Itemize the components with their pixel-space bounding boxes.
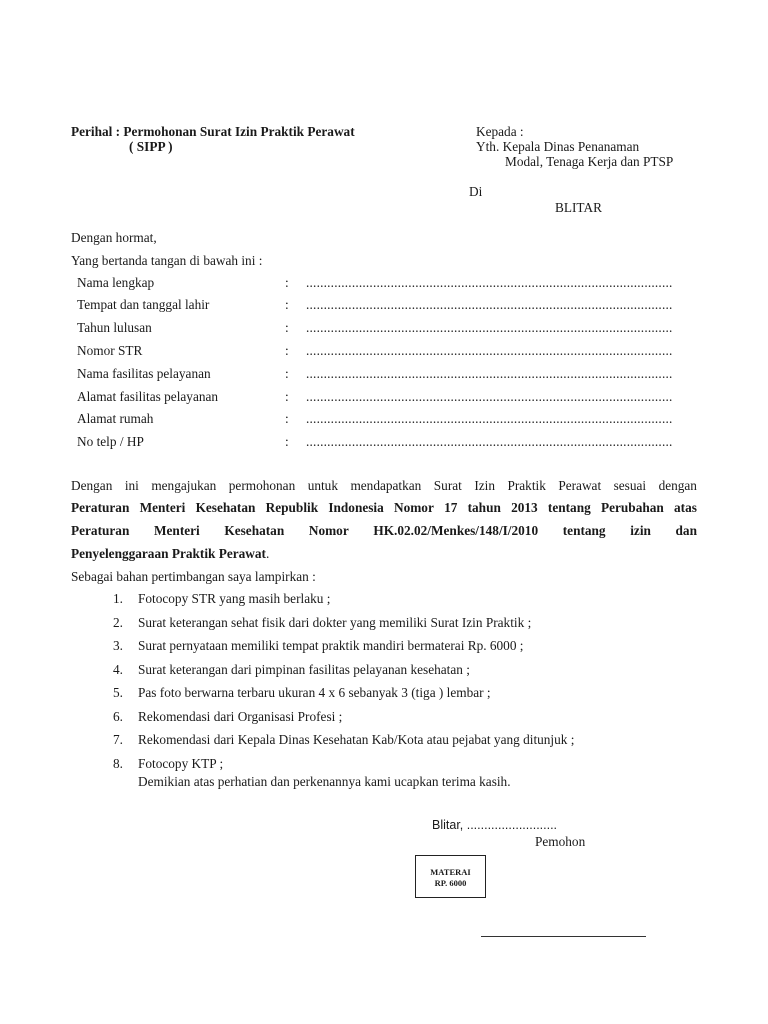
field-blank[interactable]: ........................................................................................................ (306, 343, 673, 358)
field-row (77, 275, 697, 291)
field-blank[interactable]: ........................................................................................................ (306, 320, 673, 335)
list-item (71, 638, 671, 662)
list-item (71, 615, 671, 639)
list-text: Surat keterangan dari pimpinan fasilitas pelayanan kesehatan ; (138, 661, 470, 677)
field-row (77, 343, 697, 359)
field-row (77, 366, 697, 382)
field-row (77, 297, 697, 313)
subject-line-abbrev: ( SIPP ) (129, 139, 173, 154)
field-blank[interactable]: ........................................................................................................ (306, 275, 673, 290)
field-blank[interactable]: ........................................................................................................ (306, 297, 673, 312)
list-text: Rekomendasi dari Organisasi Profesi ; (138, 708, 343, 724)
list-text: Surat pernyataan memiliki tempat praktik mandiri bermaterai Rp. 6000 ; (138, 638, 524, 653)
field-blank[interactable]: ........................................................................................................ (306, 389, 673, 404)
list-text: Surat keterangan sehat fisik dari dokter yang memiliki Surat Izin Praktik ; (138, 614, 532, 630)
list-text: Fotocopy KTP ; (138, 755, 224, 771)
list-text: Fotocopy STR yang masih berlaku ; (138, 591, 331, 606)
stamp-value: RP. 6000 (434, 878, 467, 888)
word: tahun (467, 500, 501, 515)
word: untuk (307, 478, 338, 493)
body-line-4-end: . (266, 546, 270, 561)
attachments-list (71, 591, 671, 779)
body-line-3 (71, 523, 697, 539)
signer-role: Pemohon (535, 834, 586, 849)
closing-text: Demikian atas perhatian dan perkenannya kami ucapkan terima kasih. (138, 774, 511, 789)
list-item (71, 662, 671, 686)
word: HK.02.02/Menkes/148/I/2010 (373, 523, 539, 538)
recipient-label: Kepada : (476, 124, 524, 139)
field-row (77, 320, 697, 336)
word: Nomor (308, 523, 349, 538)
word: mendapatkan (350, 478, 422, 493)
word: Kesehatan (224, 523, 285, 538)
recipient-name: Yth. Kepala Dinas Penanaman (476, 139, 640, 154)
stamp-box (415, 855, 486, 898)
word: Peraturan (71, 500, 130, 515)
word: 17 (444, 500, 458, 515)
list-number: 4. (113, 661, 123, 677)
field-blank[interactable]: ........................................................................................................ (306, 434, 673, 449)
word: Perawat (558, 478, 602, 493)
word: Surat (433, 478, 462, 493)
list-number: 3. (113, 638, 123, 653)
signature-line[interactable] (481, 936, 646, 937)
list-item (71, 591, 671, 615)
word: Peraturan (71, 523, 130, 538)
body-line-4 (71, 546, 269, 562)
field-row (77, 389, 697, 405)
field-blank[interactable]: ........................................................................................................ (306, 366, 673, 381)
word: mengajukan (151, 478, 217, 493)
field-colon: : (285, 297, 289, 312)
word: atas (674, 500, 697, 515)
word: Izin (474, 478, 495, 493)
word: ini (124, 478, 139, 493)
field-colon: : (285, 343, 289, 358)
list-number: 8. (113, 755, 123, 771)
field-row (77, 434, 697, 450)
field-colon: : (285, 389, 289, 404)
word: Dengan (71, 478, 113, 493)
body-line-1 (71, 478, 697, 494)
list-number: 7. (113, 732, 123, 747)
field-colon: : (285, 320, 289, 335)
field-colon: : (285, 366, 289, 381)
list-text: Pas foto berwarna terbaru ukuran 4 x 6 sebanyak 3 (tiga ) lembar ; (138, 685, 491, 700)
word: Nomor (393, 500, 434, 515)
word: Praktik (507, 478, 546, 493)
field-blank[interactable]: ........................................................................................................ (306, 411, 673, 426)
subject-line: Perihal : Permohonan Surat Izin Praktik Perawat (71, 124, 355, 139)
word: Kesehatan (195, 500, 256, 515)
word: dan (675, 523, 697, 538)
field-label: Tempat dan tanggal lahir (77, 297, 210, 312)
stamp-label: MATERAI (430, 867, 471, 877)
word: Indonesia (328, 500, 384, 515)
recipient-name-cont: Modal, Tenaga Kerja dan PTSP (505, 154, 674, 169)
list-item (71, 732, 671, 756)
list-number: 2. (113, 614, 123, 630)
field-label: Tahun lulusan (77, 320, 152, 335)
field-label: Alamat rumah (77, 411, 154, 426)
body-line-2 (71, 500, 697, 516)
place-date[interactable]: Blitar, .......................... (432, 818, 558, 832)
word: izin (630, 523, 651, 538)
field-label: Nama lengkap (77, 275, 155, 290)
list-number: 1. (113, 591, 123, 606)
word: Republik (265, 500, 319, 515)
list-item (71, 709, 671, 733)
word: 2013 (511, 500, 538, 515)
intro-text: Yang bertanda tangan di bawah ini : (71, 253, 263, 268)
word: Menteri (153, 523, 200, 538)
recipient-location-label: Di (469, 184, 483, 199)
greeting: Dengan hormat, (71, 230, 157, 245)
list-number: 6. (113, 708, 123, 724)
field-label: No telp / HP (77, 434, 144, 449)
regulation-title: Penyelenggaraan Praktik Perawat (71, 546, 266, 561)
list-text: Rekomendasi dari Kepala Dinas Kesehatan Kab/Kota atau pejabat yang ditunjuk ; (138, 732, 575, 747)
field-colon: : (285, 434, 289, 449)
recipient-city: BLITAR (555, 200, 602, 215)
field-colon: : (285, 275, 289, 290)
list-item (71, 685, 671, 709)
word: sesuai (613, 478, 647, 493)
field-colon: : (285, 411, 289, 426)
word: Perubahan (600, 500, 664, 515)
word: Menteri (139, 500, 186, 515)
field-label: Nama fasilitas pelayanan (77, 366, 211, 381)
field-label: Alamat fasilitas pelayanan (77, 389, 219, 404)
field-label: Nomor STR (77, 343, 143, 358)
word: dengan (658, 478, 697, 493)
word: tentang (547, 500, 591, 515)
list-number: 5. (113, 685, 123, 700)
word: tentang (562, 523, 606, 538)
attachments-intro: Sebagai bahan pertimbangan saya lampirkan : (71, 569, 316, 584)
word: permohonan (228, 478, 296, 493)
field-row (77, 411, 697, 427)
